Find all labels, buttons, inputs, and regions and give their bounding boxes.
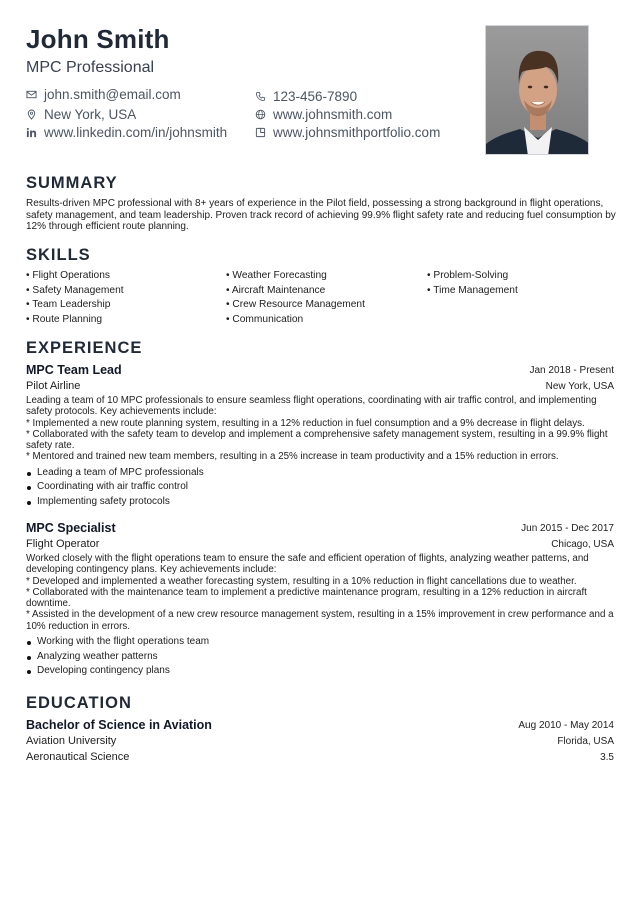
list-item: Working with the flight operations team [26, 635, 614, 650]
experience-entry [26, 521, 614, 679]
list-item: Developing contingency plans [26, 664, 614, 679]
list-item: Implementing safety protocols [26, 495, 614, 510]
job-company: Pilot Airline [26, 380, 81, 392]
job-dates: Jan 2018 - Present [529, 365, 614, 376]
linkedin-contact[interactable] [26, 125, 227, 140]
education-dates: Aug 2010 - May 2014 [518, 720, 614, 731]
job-bullets [26, 635, 614, 679]
list-item: Coordinating with air traffic control [26, 480, 614, 495]
email-contact[interactable] [26, 87, 181, 102]
skill-item: • Problem-Solving [427, 270, 509, 281]
linkedin-icon [26, 127, 37, 138]
experience-heading: EXPERIENCE [26, 339, 143, 357]
candidate-title: MPC Professional [26, 59, 155, 76]
job-bullets [26, 466, 614, 510]
job-role: MPC Team Lead [26, 363, 122, 377]
job-company: Flight Operator [26, 538, 100, 550]
website-text: www.johnsmith.com [273, 107, 393, 122]
summary-heading: SUMMARY [26, 174, 118, 192]
job-dates: Jun 2015 - Dec 2017 [521, 523, 614, 534]
skill-item: • Route Planning [26, 313, 103, 325]
skill-item: • Safety Management [26, 284, 124, 296]
list-item: Analyzing weather patterns [26, 650, 614, 665]
profile-photo [485, 25, 589, 155]
skill-item: • Team Leadership [26, 299, 111, 310]
job-description: Worked closely with the flight operations team to ensure the safe and efficient operation of flights, analyzing weather patterns, and developing contingency plans. Key achievements include: * Developed and implemented a weather forecasting system, resulting in a 10% reduction in flight cancellations due to weather. * Collaborated with the maintenance team to implement a predictive maintenance program, resulting in a 12% reduction in aircraft downtime. * Assisted in the development of a new crew resource management system, resulting in a 15% improvement in crew performance and a 10% reduction in errors. [26, 553, 614, 632]
list-item: Leading a team of MPC professionals [26, 466, 614, 481]
phone-text: 123-456-7890 [273, 89, 358, 104]
portfolio-icon [255, 127, 266, 138]
mail-icon [26, 89, 37, 100]
location-contact [26, 107, 136, 122]
globe-icon [255, 109, 266, 120]
skills-heading: SKILLS [26, 246, 91, 264]
field-of-study: Aeronautical Science [26, 751, 130, 763]
skill-item: • Flight Operations [26, 270, 110, 281]
gpa: 3.5 [600, 752, 614, 763]
candidate-name: John Smith [26, 24, 170, 54]
skill-item: • Communication [226, 313, 304, 325]
skill-item: • Crew Resource Management [226, 299, 365, 310]
phone-contact[interactable] [255, 89, 357, 104]
map-pin-icon [26, 109, 37, 120]
education-heading: EDUCATION [26, 694, 132, 712]
summary-text: Results-driven MPC professional with 8+ years of experience in the Pilot field, possessing a strong background in flight operations, safety management, and team leadership. Proven track record of achieving 99.9% flight safety rate and reducing fuel consumption by 12% through efficient route planning. [26, 198, 616, 232]
job-role: MPC Specialist [26, 521, 116, 535]
portfolio-text: www.johnsmithportfolio.com [273, 125, 441, 140]
experience-entry [26, 363, 614, 510]
website-contact[interactable] [255, 107, 392, 122]
skill-item: • Time Management [427, 284, 518, 296]
email-text: john.smith@email.com [44, 87, 181, 102]
linkedin-text: www.linkedin.com/in/johnsmith [44, 125, 228, 140]
skill-item: • Aircraft Maintenance [226, 284, 326, 296]
portfolio-contact[interactable] [255, 125, 440, 140]
job-description: Leading a team of 10 MPC professionals to ensure seamless flight operations, coordinating with air traffic control, and implementing safety protocols. Key achievements include: * Implemented a new route planning system, resulting in a 12% reduction in fuel consumption and a 9% decrease in flight delays. * Collaborated with the safety team to develop and implement a comprehensive safety management system, resulting in a 99.9% flight safety rate. * Mentored and trained new team members, resulting in a 25% increase in team productivity and a 15% reduction in errors. [26, 395, 608, 463]
job-location: New York, USA [545, 381, 614, 392]
school-location: Florida, USA [557, 736, 614, 747]
degree: Bachelor of Science in Aviation [26, 718, 212, 732]
location-text: New York, USA [44, 107, 137, 122]
portrait-image [486, 26, 589, 155]
job-location: Chicago, USA [551, 539, 614, 550]
school-name: Aviation University [26, 735, 117, 747]
phone-icon [255, 91, 266, 102]
skill-item: • Weather Forecasting [226, 270, 327, 281]
education-entry [26, 718, 614, 767]
